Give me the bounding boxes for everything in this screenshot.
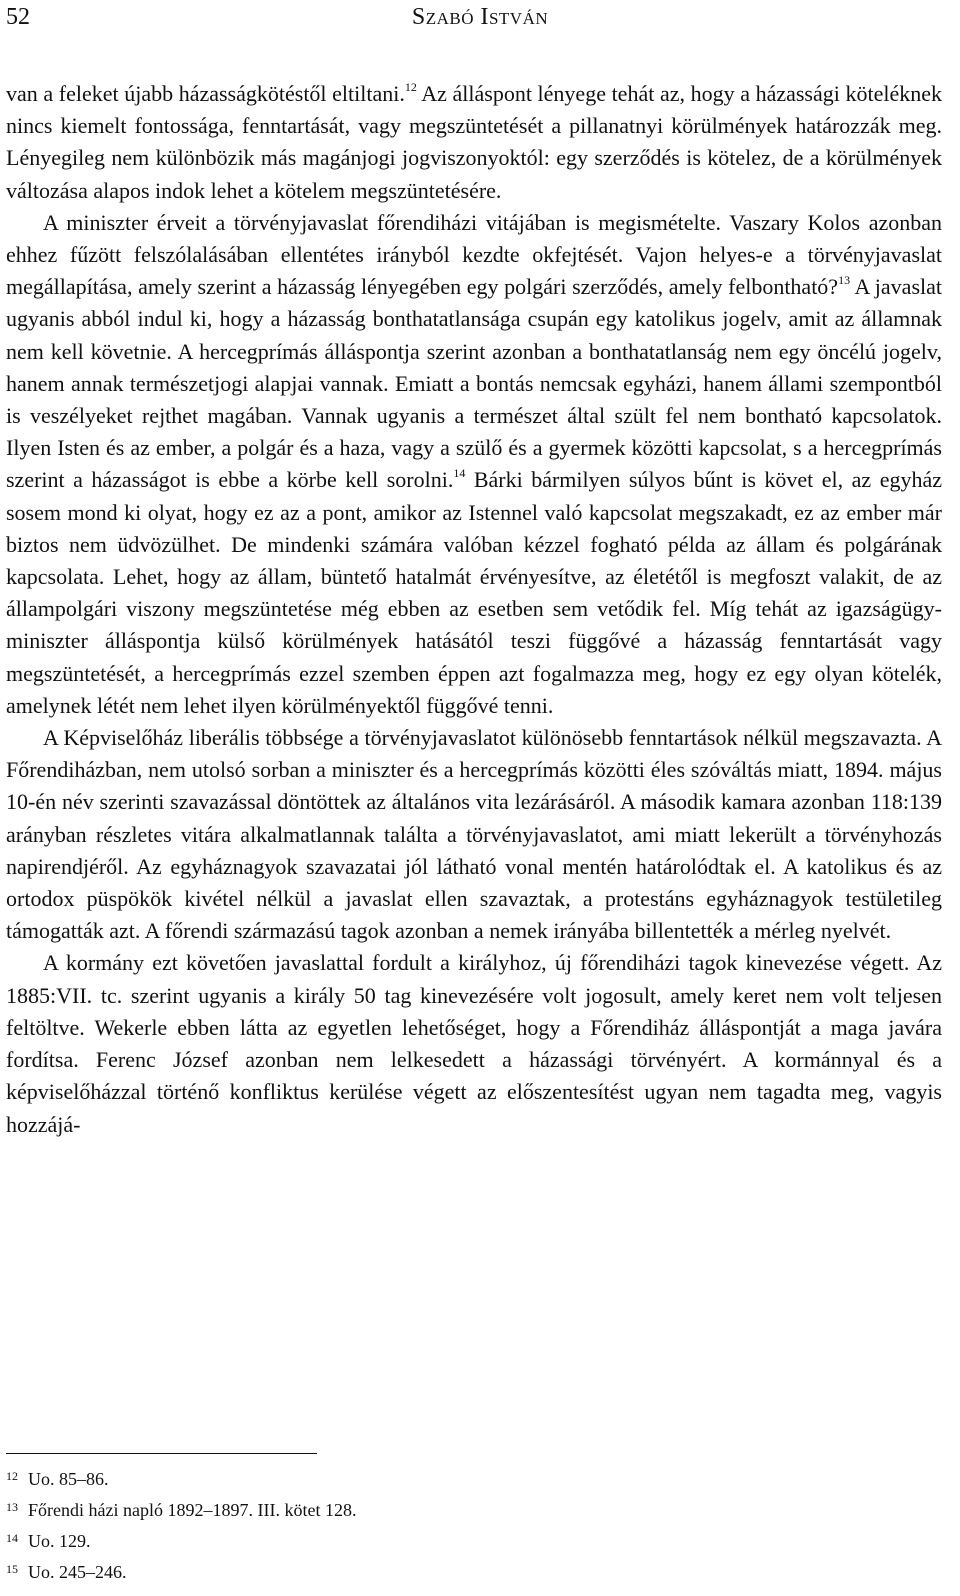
page-number: 52 — [6, 4, 30, 30]
page-header — [0, 0, 960, 40]
footnote-text: Főrendi házi napló 1892–1897. III. kötet 128. — [28, 1500, 357, 1520]
footnote-number: 15 — [6, 1562, 18, 1576]
text-run: van a feleket újabb házasságkötéstől eltiltani. — [6, 81, 405, 106]
text-run: A kormány ezt követően javaslattal fordult a királyhoz, új főrendiházi tagok kinevezése végett. Az 1885:VII. tc. szerint ugyanis a király 50 tag kinevezésére volt jogosult, amely keret nem volt teljesen feltöltve. Wekerle ebben látta az egyetlen lehetőséget, hogy a Főrendiház álláspontját a maga javára fordítsa. Ferenc József azonban nem lelkesedett a házassági törvényért. A kormánnyal és a képviselőházzal történő konfliktus kerülése végett az előszentesítést ugyan nem tagadta meg, vagyis hozzájá- — [6, 950, 942, 1137]
text-run: A miniszter érveit a törvényjavaslat főrendiházi vitájában is megismételte. Vaszary Kolos azonban ehhez fűzött felszólalásában ellentétes irányból kezdte okfejtését. Vajon helyes-e a törvényjavaslat megállapítása, amely szerint a házasság lényegében egy polgári szerződés, amely felbontható? — [6, 209, 942, 300]
footnote — [6, 1555, 942, 1586]
footnote-divider — [6, 1453, 317, 1454]
footnote — [6, 1493, 942, 1524]
running-head: Szabó István — [411, 4, 549, 30]
footnote — [6, 1462, 942, 1493]
paragraph — [6, 947, 942, 1140]
footnote-number: 13 — [6, 1500, 18, 1514]
paragraph — [6, 207, 942, 722]
paragraph — [6, 78, 942, 207]
footnotes — [6, 1462, 942, 1586]
footnote-number: 14 — [6, 1531, 18, 1545]
footnote-ref: 12 — [404, 80, 417, 94]
body-text — [6, 78, 942, 1141]
footnote-ref: 13 — [838, 273, 851, 288]
footnote-ref: 14 — [453, 466, 466, 481]
text-run: A javaslat ugyanis abból indul ki, hogy a házasság bonthatatlansága csupán egy katolikus jogelv, amit az államnak nem kell követnie. A hercegprímás álláspontja szerint azonban a bonthatatlanság nem egy öncélú jogelv, hanem annak természetjogi alapjai vannak. Emiatt a bontás nemcsak egyházi, hanem állami szempontból is veszélyeket rejthet magában. Vannak ugyanis a természet által szült fel nem bontható kapcsolatok. Ilyen Isten és az ember, a polgár és a haza, vagy a szülő és a gyermek közötti kapcsolat, s a hercegprímás szerint a házasságot is ebbe a körbe kell sorolni. — [6, 274, 942, 493]
footnote-text: Uo. 85–86. — [28, 1469, 109, 1489]
text-run: Bárki bármilyen súlyos bűnt is követ el, az egyház sosem mond ki olyat, hogy ez az a pont, amikor az Istennel való kapcsolat megszakadt, ez az ember már biztos nem üdvözülhet. De mindenki számára valóban kézzel fogható példa az állam és polgárának kapcsolata. Lehet, hogy az állam, büntető hatalmát érvényesítve, az életétől is megfoszt valakit, de az állampolgári viszony megszüntetése még ebben az esetben sem vetődik fel. Míg tehát az igazságügy-miniszter álláspontja külső körülmények hatásától teszi függővé a házasság fenntartását vagy megszüntetését, a hercegprímás ezzel szemben éppen azt fogalmazza meg, hogy ez egy olyan kötelék, amelynek létét nem lehet ilyen körülményektől függővé tenni. — [6, 467, 942, 718]
footnote-text: Uo. 129. — [28, 1531, 91, 1551]
footnote-number: 12 — [6, 1469, 18, 1483]
text-run: Az álláspont lényege tehát az, hogy a házassági köteléknek nincs kiemelt fontossága, fenntartását, vagy megszüntetését a pillanatnyi körülmények határozzák meg. Lényegileg nem különbözik más magánjogi jogviszonyoktól: egy szerződés is kötelez, de a körülmények változása alapos indok lehet a kötelem megszüntetésére. — [6, 81, 942, 203]
paragraph — [6, 722, 942, 947]
footnote — [6, 1524, 942, 1555]
text-run: A Képviselőház liberális többsége a törvényjavaslatot különösebb fenntartások nélkül megszavazta. A Főrendiházban, nem utolsó sorban a miniszter és a hercegprímás közötti éles szóváltás miatt, 1894. május 10-én név szerinti szavazással döntöttek az általános vita lezárásáról. A második kamara azonban 118:139 arányban részletes vitára alkalmatlannak találta a törvényjavaslatot, ami miatt lekerült a törvényhozás napirendjéről. Az egyháznagyok szavazatai jól látható vonal mentén határolódtak el. A katolikus és az ortodox püspökök kivétel nélkül a javaslat ellen szavaztak, a protestáns egyháznagyok testületileg támogatták azt. A főrendi származású tagok azonban a nemek irányába billentették a mérleg nyelvét. — [6, 725, 942, 944]
footnote-text: Uo. 245–246. — [28, 1562, 127, 1582]
